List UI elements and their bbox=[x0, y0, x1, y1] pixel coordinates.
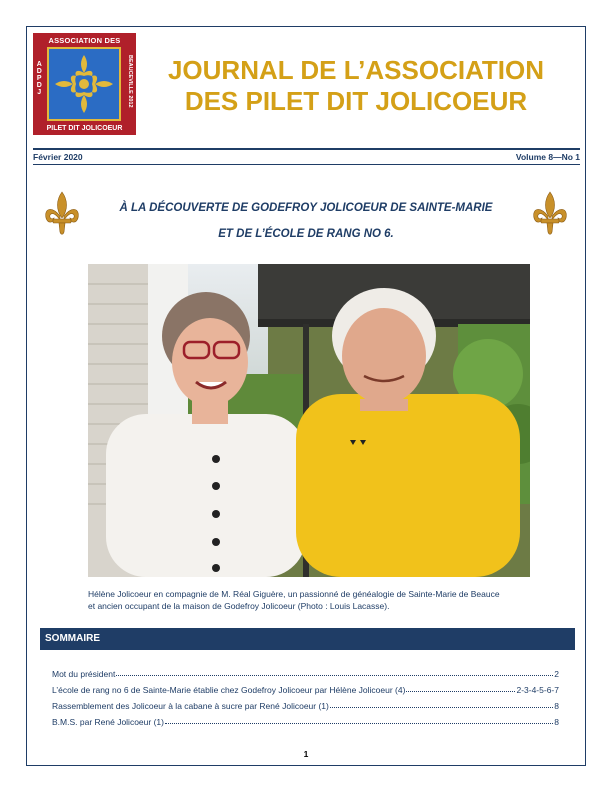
issue-volume: Volume 8—No 1 bbox=[515, 152, 580, 162]
logo-side-right: BEAUCEVILLE 2012 bbox=[127, 55, 133, 108]
caption-line-1: Hélène Jolicoeur en compagnie de M. Réal Giguère, un passionné de généalogie de Sainte-Marie de Beauce bbox=[88, 589, 500, 599]
sommaire-heading bbox=[40, 628, 575, 650]
photo-caption bbox=[88, 588, 528, 612]
photo-two-people bbox=[88, 264, 530, 577]
fleur-de-lis-cross-icon bbox=[49, 49, 119, 119]
journal-title bbox=[150, 55, 562, 117]
logo-top-text: ASSOCIATION DES bbox=[48, 36, 121, 45]
toc-item-title: Rassemblement des Jolicoeur à la cabane à sucre par René Jolicoeur (1) bbox=[52, 701, 329, 711]
toc-item-page: 2-3-4-5-6-7 bbox=[516, 685, 559, 695]
toc-item-title: Mot du président bbox=[52, 669, 116, 679]
logo-side-left: ADPDJ bbox=[35, 61, 43, 96]
toc-item-title: L’école de rang no 6 de Sainte-Marie établie chez Godefroy Jolicoeur par Hélène Jolicoeur (4) bbox=[52, 685, 406, 695]
association-logo bbox=[33, 33, 136, 135]
toc-leader bbox=[116, 675, 553, 676]
toc-item-title: B.M.S. par René Jolicoeur (1) bbox=[52, 717, 164, 727]
toc-leader bbox=[330, 707, 553, 708]
toc-item[interactable] bbox=[52, 711, 559, 727]
page-number: 1 bbox=[303, 749, 309, 759]
issue-date: Février 2020 bbox=[33, 152, 83, 162]
toc-item[interactable] bbox=[52, 679, 559, 695]
toc-item-page: 8 bbox=[554, 701, 559, 711]
toc-item[interactable] bbox=[52, 695, 559, 711]
caption-line-2: et ancien occupant de la maison de Godefroy Jolicoeur (Photo : Louis Lacasse). bbox=[88, 601, 390, 611]
toc-leader bbox=[165, 723, 553, 724]
table-of-contents bbox=[52, 663, 559, 727]
issue-info-bar bbox=[33, 148, 580, 165]
sommaire-heading-label: SOMMAIRE bbox=[45, 633, 100, 644]
headline-line-2: ET DE L’ÉCOLE DE RANG NO 6. bbox=[218, 228, 394, 240]
toc-leader bbox=[406, 691, 515, 692]
toc-item-page: 2 bbox=[554, 669, 559, 679]
logo-bottom-text: PILET DIT JOLICOEUR bbox=[46, 125, 123, 132]
title-line-2: DES PILET DIT JOLICOEUR bbox=[184, 86, 528, 116]
cover-photo bbox=[88, 264, 530, 577]
fleur-de-lis-left-icon bbox=[42, 190, 82, 236]
title-line-1: JOURNAL DE L’ASSOCIATION bbox=[167, 55, 545, 85]
article-headline bbox=[100, 195, 512, 247]
toc-item[interactable] bbox=[52, 663, 559, 679]
fleur-de-lis-right-icon bbox=[530, 190, 570, 236]
logo-shield bbox=[47, 47, 121, 121]
toc-item-page: 8 bbox=[554, 717, 559, 727]
headline-line-1: À LA DÉCOUVERTE DE GODEFROY JOLICOEUR DE SAINTE-MARIE bbox=[119, 202, 493, 214]
